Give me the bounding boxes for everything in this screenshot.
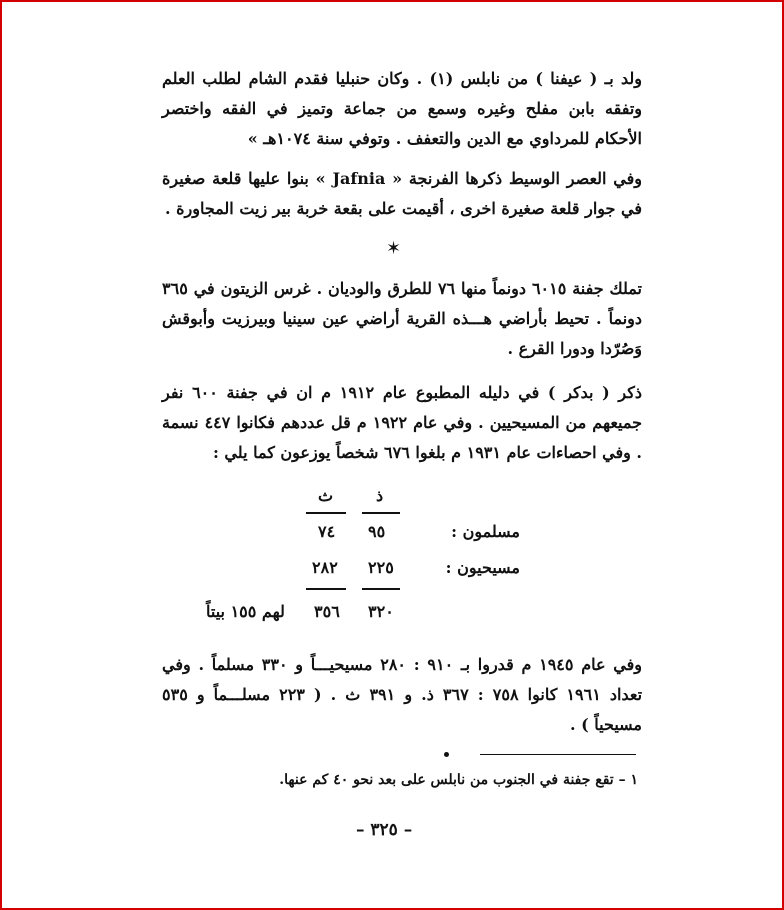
cell-total-female: ٣٥٦ <box>314 602 340 621</box>
row-label-muslims: مسلمون : <box>451 522 520 541</box>
total-rule-female <box>306 588 346 590</box>
paragraph-population-history: ذكر ( بدكر ) في دليله المطبوع عام ١٩١٢ م ان في جفنة ٦٠٠ نفر جميعهم من المسيحيين . وفي عام ١٩٢٢ م قل عددهم فكانوا ٤٤٧ نسمة . وفي احصاءات عام ١٩٣١ م بلغوا ٦٧٦ شخصاً يوزعون كما يلي : <box>162 383 643 462</box>
paragraph-biography: ولد بـ ( عيفنا ) من نابلس (١) . وكان حنبليا فقدم الشام لطلب العلم وتفقه بابن مفلح وغيره وسمع من جماعة وتميز في الفقه واختصر الأحكام للمرداوي مع الدين والتعفف . وتوفي سنة ١٠٧٤هـ » <box>162 69 643 148</box>
houses-count: لهم ١٥٥ بيتاً <box>206 602 285 621</box>
footnote-marker-dot <box>444 752 449 757</box>
footnote: ١ – تقع جفنة في الجنوب من نابلس على بعد نحو ٤٠ كم عنها. <box>279 772 638 788</box>
row-label-christians: مسيحيون : <box>445 558 520 577</box>
paragraph-land: تملك جفنة ٦٠١٥ دونماً منها ٧٦ للطرق والوديان . غرس الزيتون في ٣٦٥ دونماً . تحيط بأراضي هـــذه القرية أراضي عين سينيا وبيرزيت وأبوقش وَصُرّدا ودورا القرع . <box>162 279 643 358</box>
table-header-male: ذ <box>376 486 384 505</box>
footnote-rule <box>480 754 636 755</box>
cell-muslims-female: ٧٤ <box>318 522 336 541</box>
cell-muslims-male: ٩٥ <box>368 522 386 541</box>
paragraph-population-1945-1961: وفي عام ١٩٤٥ م قدروا بـ ٩١٠ : ٢٨٠ مسيحيـــاً و ٣٣٠ مسلماً . وفي تعداد ١٩٦١ كانوا ٧٥٨ : ٣٦٧ ذ. و ٣٩١ ث . ( ٢٢٣ مسلـــماً و ٥٣٥ مسيحياً ) . <box>162 655 643 734</box>
header-rule-female <box>306 512 346 514</box>
header-rule-male <box>362 512 400 514</box>
total-rule-male <box>362 588 400 590</box>
page-number: – ٣٢٥ – <box>356 820 413 840</box>
table-header-female: ث <box>318 486 334 505</box>
paragraph-crusader-era: وفي العصر الوسيط ذكرها الفرنجة « Jafnia » بنوا عليها قلعة صغيرة في جوار قلعة صغيرة اخرى ، أقيمت على بقعة خربة بير زيت المجاورة . <box>162 169 642 218</box>
section-separator-star: ✶ <box>386 238 402 259</box>
cell-total-male: ٣٢٠ <box>368 602 394 621</box>
cell-christians-male: ٢٢٥ <box>368 558 394 577</box>
cell-christians-female: ٢٨٢ <box>312 558 338 577</box>
